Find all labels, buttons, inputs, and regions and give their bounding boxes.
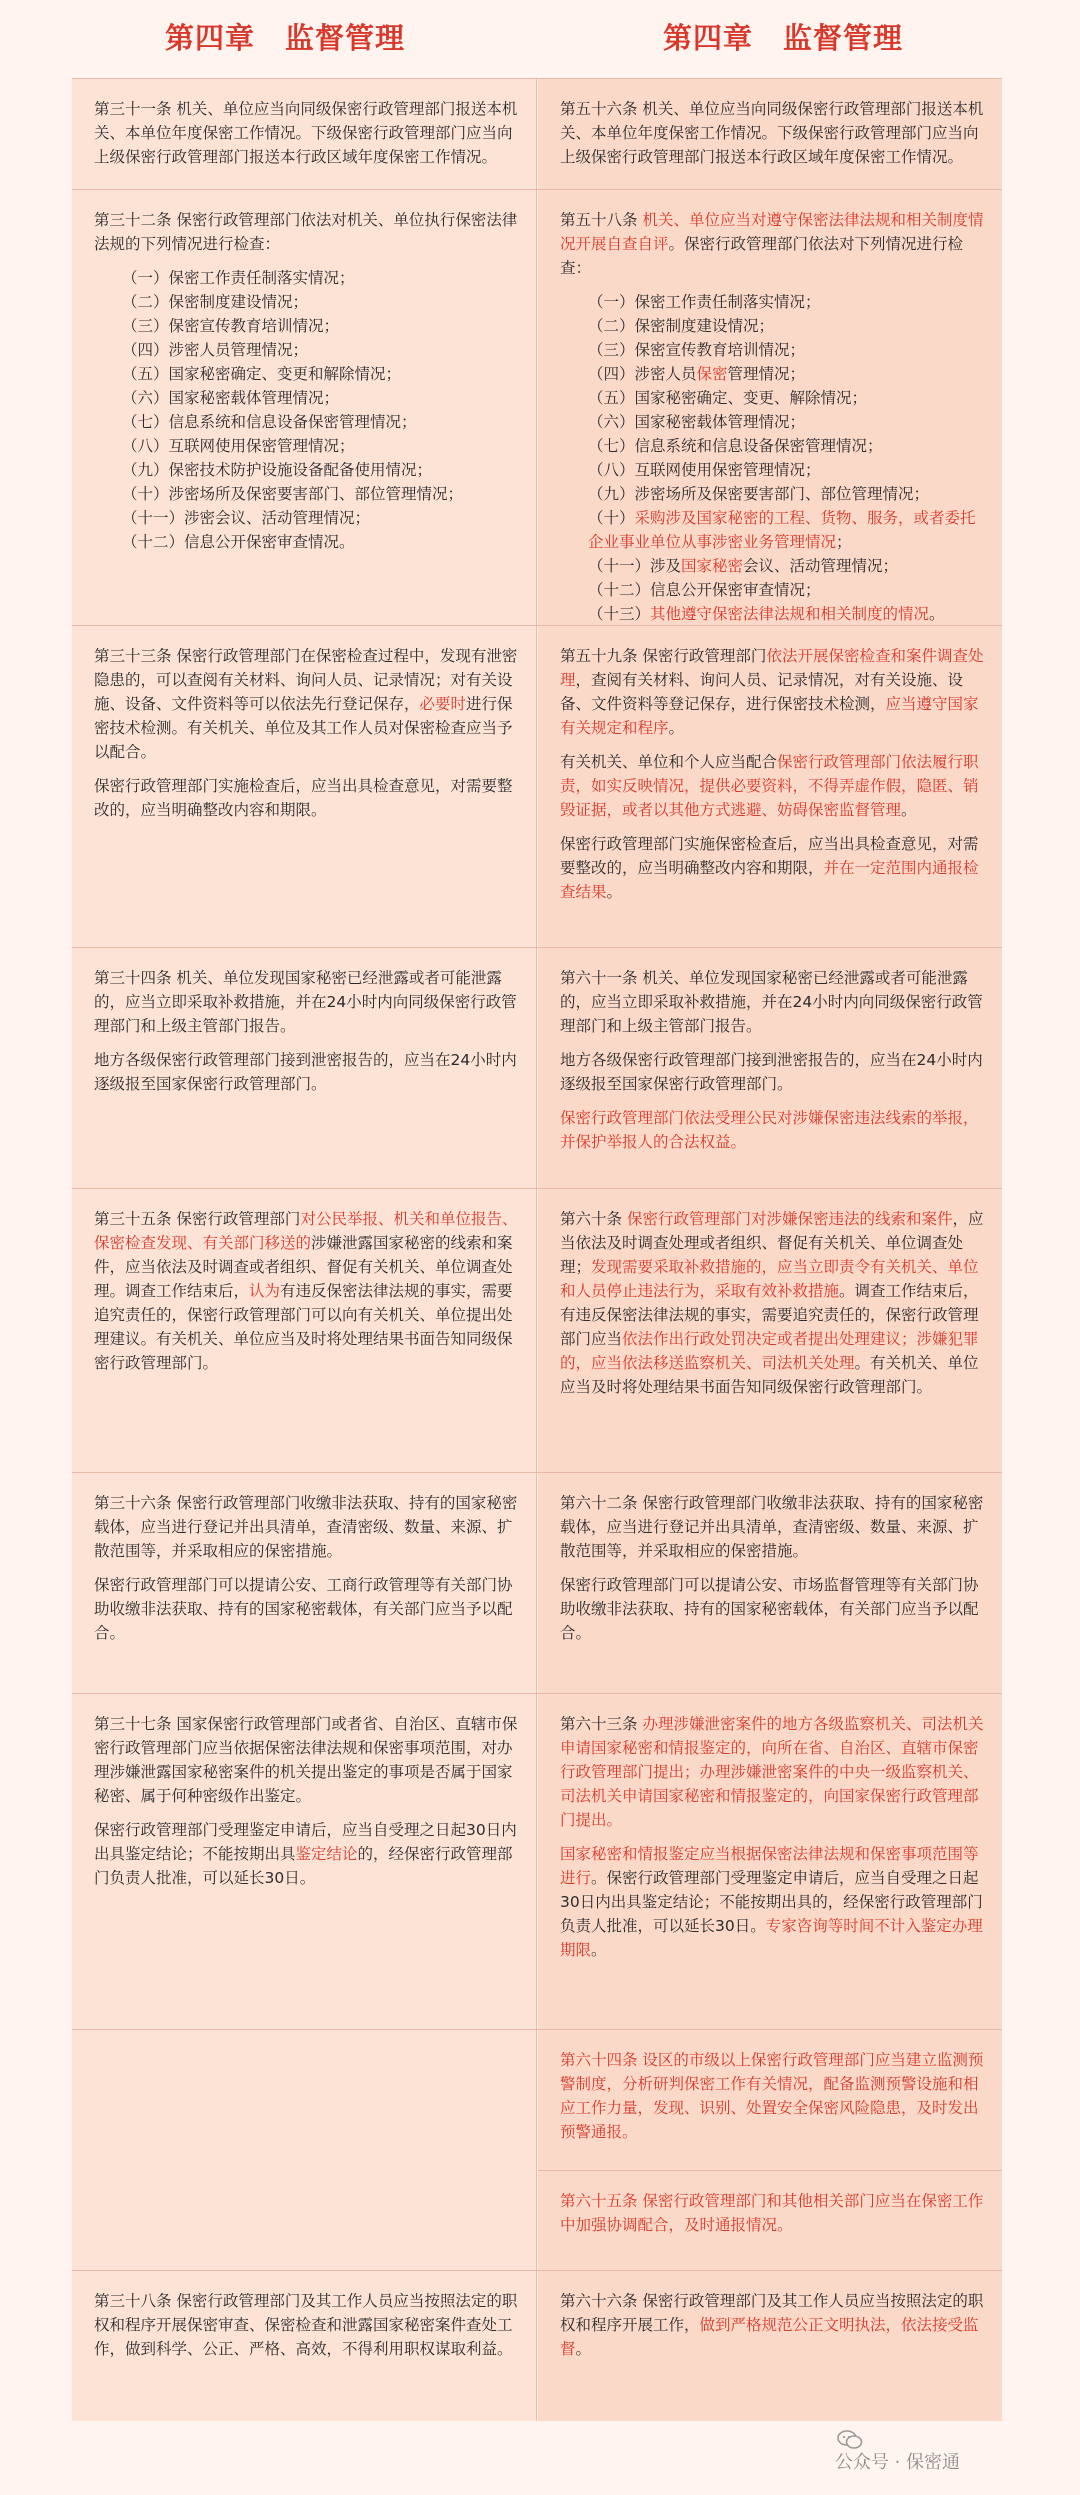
article-paragraph: [560, 832, 986, 904]
article-text: 第三十四条 机关、单位发现国家秘密已经泄露或者可能泄露的，应当立即采取补救措施，并在24小时内向同级保密行政管理部门和上级主管部门报告。: [94, 969, 517, 1035]
revised-text: 第六十五条 保密行政管理部门和其他相关部门应当在保密工作中加强协调配合，及时通报情况。: [560, 2192, 984, 2234]
article-paragraph: [560, 97, 986, 169]
revised-text: 做到严格规范公正文明执法，依法接受监督: [560, 2316, 979, 2358]
article-text: 第六十一条 机关、单位发现国家秘密已经泄露或者可能泄露的，应当立即采取补救措施，并在24小时内向同级保密行政管理部门和上级主管部门报告。: [560, 969, 983, 1035]
article-text: 保密行政管理部门实施保密检查后，应当出具检查意见，对需要整改的，应当明确整改内容和期限，: [560, 835, 979, 877]
article-text: 第五十九条 保密行政管理部门: [560, 647, 767, 665]
article-paragraph: [560, 750, 986, 822]
article-text: 。: [901, 801, 917, 819]
article-paragraph: [94, 2289, 520, 2361]
revised-text: 第六十四条 设区的市级以上保密行政管理部门应当建立监测预警制度，分析研判保密工作有关情况，配备监测预警设施和相应工作力量，发现、识别、处置安全保密风险隐患，及时发出预警通报。: [560, 2051, 984, 2141]
list-item: [560, 602, 986, 626]
list-item: [94, 410, 520, 434]
article-text: 第五十六条 机关、单位应当向同级保密行政管理部门报送本机关、本单位年度保密工作情况。下级保密行政管理部门应当向上级保密行政管理部门报送本行政区域年度保密工作情况。: [560, 100, 984, 166]
article-text: 。: [575, 2340, 592, 2358]
article-paragraph: [94, 208, 520, 256]
table-row: [72, 1189, 1002, 1473]
article-text: 第三十八条 保密行政管理部门及其工作人员应当按照法定的职权和程序开展保密审查、保密检查和泄露国家秘密案件查处工作，做到科学、公正、严格、高效，不得利用职权谋取利益。: [94, 2292, 518, 2358]
article-paragraph: [560, 208, 986, 280]
article-text: 第六十六条 保密行政管理部门及其工作人员应当按照法定的职权和程序开展工作，: [560, 2292, 984, 2334]
article-text: （七）信息系统和信息设备保密管理情况；: [588, 437, 883, 455]
article-text: ，查阅有关材料、询问人员、记录情况，对有关设施、设备、文件资料等登记保存，进行保密技术检测，: [560, 671, 964, 713]
article-paragraph: [560, 644, 986, 740]
article-text: 第三十五条 保密行政管理部门: [94, 1210, 301, 1228]
article-text: 。保密行政管理部门受理鉴定申请后，应当自受理之日起30日内出具鉴定结论；不能按期出具的，经保密行政管理部门负责人批准，可以延长30日。: [560, 1869, 983, 1935]
list-item: [94, 482, 520, 506]
old-article-cell: [72, 79, 537, 189]
revised-text: 办理涉嫌泄密案件的地方各级监察机关、司法机关申请国家秘密和情报鉴定的，向所在省、自治区、直辖市保密行政管理部门提出；办理涉嫌泄密案件的中央一级监察机关、司法机关申请国家秘密和情报鉴定的，向国家保密行政管理部门提出。: [560, 1715, 984, 1829]
article-text: （六）国家秘密载体管理情况；: [122, 389, 340, 407]
article-paragraph: [560, 1048, 986, 1096]
table-row: [72, 1694, 1002, 2030]
article-paragraph: [560, 2289, 986, 2361]
article-text: 保密行政管理部门实施检查后，应当出具检查意见，对需要整改的，应当明确整改内容和期限。: [94, 777, 513, 819]
article-text: （十二）信息公开保密审查情况；: [588, 581, 821, 599]
article-paragraph: [560, 1712, 986, 1832]
article-text: 有关机关、单位和个人应当配合: [560, 753, 778, 771]
article-text: （五）国家秘密确定、变更、解除情况；: [588, 389, 868, 407]
list-item: [560, 458, 986, 482]
article-text: 。调查工作结束后，有违反保密法律法规的事实，需要追究责任的，保密行政管理部门应当: [560, 1282, 979, 1348]
article-paragraph: [560, 1106, 986, 1154]
article-text: （二）保密制度建设情况；: [122, 293, 309, 311]
list-item: [94, 530, 520, 554]
new-article-cell: [538, 190, 1002, 625]
article-text: 保密行政管理部门可以提请公安、市场监督管理等有关部门协助收缴非法获取、持有的国家秘密载体，有关部门应当予以配合。: [560, 1576, 979, 1642]
article-text: （三）保密宣传教育培训情况；: [588, 341, 806, 359]
article-text: （一）保密工作责任制落实情况；: [588, 293, 821, 311]
revised-text: 应当遵守国家有关规定和程序: [560, 695, 979, 737]
article-paragraph: [94, 644, 520, 764]
revised-text: 依法作出行政处罚决定或者提出处理建议；涉嫌犯罪的，应当依法移送监察机关、司法机关处理: [560, 1330, 979, 1372]
article-text: 第六十二条 保密行政管理部门收缴非法获取、持有的国家秘密载体，应当进行登记并出具清单，查清密级、数量、来源、扩散范围等，并采取相应的保密措施。: [560, 1494, 984, 1560]
article-paragraph: [94, 966, 520, 1038]
article-text: （一）保密工作责任制落实情况；: [122, 269, 355, 287]
list-item: [94, 266, 520, 290]
article-text: 第三十三条 保密行政管理部门在保密检查过程中，发现有泄密隐患的，可以查阅有关材料、询问人员、记录情况；对有关设施、设备、文件资料等可以依法先行登记保存，: [94, 647, 518, 713]
revised-text: 专家咨询等时间不计入鉴定办理期限: [560, 1917, 983, 1959]
list-item: [560, 434, 986, 458]
article-paragraph: [560, 1573, 986, 1645]
article-text: （八）互联网使用保密管理情况；: [122, 437, 355, 455]
table-row: [72, 2030, 1002, 2271]
article-paragraph: [560, 1207, 986, 1399]
article-text: 第五十八条: [560, 211, 643, 229]
list-item: [94, 362, 520, 386]
chapter-title-old: 第四章 监督管理: [165, 21, 406, 55]
list-item: [94, 314, 520, 338]
article-text: 管理情况；: [727, 365, 806, 383]
revised-text: 保密行政管理部门依法履行职责，如实反映情况，提供必要资料，不得弄虚作假，隐匿、销毁证据，或者以其他方式逃避、妨碍保密监督管理: [560, 753, 979, 819]
article-text: 。: [929, 605, 945, 623]
new-article-cell: [538, 626, 1002, 947]
article-text: 。: [591, 1941, 607, 1959]
list-item: [560, 554, 986, 578]
article-text: 第三十一条 机关、单位应当向同级保密行政管理部门报送本机关、本单位年度保密工作情况。下级保密行政管理部门应当向上级保密行政管理部门报送本行政区域年度保密工作情况。: [94, 100, 518, 166]
article-text: （十）涉密场所及保密要害部门、部位管理情况；: [122, 485, 464, 503]
article-text: 。保密行政管理部门依法对下列情况进行检查：: [560, 235, 964, 277]
article-text: （七）信息系统和信息设备保密管理情况；: [122, 413, 417, 431]
article-text: （三）保密宣传教育培训情况；: [122, 317, 340, 335]
old-article-cell: [72, 2271, 537, 2421]
comparison-table: [72, 78, 1002, 2421]
article-text: 的，经保密行政管理部门负责人批准，可以延长30日。: [94, 1845, 513, 1887]
article-text: （九）保密技术防护设施设备配备使用情况；: [122, 461, 433, 479]
revised-text: 认为: [249, 1282, 281, 1300]
new-article-65: [538, 2170, 1002, 2270]
article-text: （十二）信息公开保密审查情况。: [122, 533, 355, 551]
old-article-cell: [72, 1473, 537, 1693]
article-text: 保密行政管理部门受理鉴定申请后，应当自受理之日起30日内出具鉴定结论；不能按期出具: [94, 1821, 517, 1863]
article-text: 地方各级保密行政管理部门接到泄密报告的，应当在24小时内逐级报至国家保密行政管理部门。: [560, 1051, 983, 1093]
article-text: 地方各级保密行政管理部门接到泄密报告的，应当在24小时内逐级报至国家保密行政管理部门。: [94, 1051, 517, 1093]
article-text: （八）互联网使用保密管理情况；: [588, 461, 821, 479]
article-text: 。有关机关、单位应当及时将处理结果书面告知同级保密行政管理部门。: [560, 1354, 979, 1396]
table-row: [72, 190, 1002, 626]
article-text: ，应当依法及时调查处理或者组织、督促有关机关、单位调查处理；: [560, 1210, 984, 1276]
old-article-cell: [72, 626, 537, 947]
list-item: [94, 458, 520, 482]
watermark: [780, 2388, 960, 2495]
article-paragraph: [94, 1818, 520, 1890]
list-item: [560, 410, 986, 434]
list-item: [94, 338, 520, 362]
article-text: （五）国家秘密确定、变更和解除情况；: [122, 365, 402, 383]
article-text: 进行保密技术检测。有关机关、单位及其工作人员对保密检查应当予以配合。: [94, 695, 513, 761]
article-paragraph: [94, 1712, 520, 1808]
chapter-title-new: 第四章 监督管理: [663, 21, 904, 55]
old-article-cell: [72, 1694, 537, 2029]
article-text: （九）涉密场所及保密要害部门、部位管理情况；: [588, 485, 930, 503]
article-text: （二）保密制度建设情况；: [588, 317, 775, 335]
revised-text: 采购涉及国家秘密的工程、货物、服务，或者委托企业事业单位从事涉密业务管理情况: [588, 509, 976, 551]
article-paragraph: [94, 774, 520, 822]
article-paragraph: [94, 1491, 520, 1563]
list-item: [560, 386, 986, 410]
article-text: （十一）涉及: [588, 557, 682, 575]
chapter-headers: [0, 0, 1080, 78]
article-text: 会议、活动管理情况；: [743, 557, 899, 575]
list-item: [560, 506, 986, 554]
article-paragraph: [94, 97, 520, 169]
revised-text: 发现需要采取补救措施的，应当立即责令有关机关、单位和人员停止违法行为，采取有效补救措施: [560, 1258, 979, 1300]
article-paragraph: [560, 2189, 986, 2237]
article-text: 。: [606, 883, 623, 901]
article-text: ；: [836, 533, 852, 551]
table-row: [72, 626, 1002, 948]
revised-text: 保密行政管理部门依法受理公民对涉嫌保密违法线索的举报，并保护举报人的合法权益。: [560, 1109, 979, 1151]
list-item: [94, 386, 520, 410]
table-row: [72, 79, 1002, 190]
article-text: 第三十七条 国家保密行政管理部门或者省、自治区、直辖市保密行政管理部门应当依据保密法律法规和保密事项范围，对办理涉嫌泄露国家秘密案件的机关提出鉴定的事项是否属于国家秘密、属于何种密级作出鉴定。: [94, 1715, 518, 1805]
wechat-icon: [803, 2409, 829, 2429]
article-paragraph: [560, 1491, 986, 1563]
article-text: 。: [668, 719, 685, 737]
revised-text: 国家秘密和情报鉴定应当根据保密法律法规和保密事项范围等进行: [560, 1845, 979, 1887]
article-text: 保密行政管理部门可以提请公安、工商行政管理等有关部门协助收缴非法获取、持有的国家秘密载体，有关部门应当予以配合。: [94, 1576, 513, 1642]
old-article-cell-empty: [72, 2030, 537, 2270]
article-text: （十三）: [588, 605, 651, 623]
list-item: [560, 578, 986, 602]
article-paragraph: [94, 1573, 520, 1645]
article-text: 第六十三条: [560, 1715, 643, 1733]
table-row: [72, 948, 1002, 1189]
article-text: （十一）涉密会议、活动管理情况；: [122, 509, 371, 527]
new-article-cell: [538, 79, 1002, 189]
new-article-cell: [538, 2030, 1002, 2270]
revised-text: 鉴定结论: [295, 1845, 358, 1863]
revised-text: 国家秘密: [681, 557, 744, 575]
old-article-cell: [72, 190, 537, 625]
list-item: [560, 338, 986, 362]
watermark-text: 公众号 · 保密通: [834, 2452, 961, 2473]
article-text: （六）国家秘密载体管理情况；: [588, 413, 806, 431]
new-article-cell: [538, 1473, 1002, 1693]
article-text: 第六十条: [560, 1210, 627, 1228]
list-item: [560, 482, 986, 506]
article-text: 有违反保密法律法规的事实，需要追究责任的，保密行政管理部门可以向有关机关、单位提出处理建议。有关机关、单位应当及时将处理结果书面告知同级保密行政管理部门。: [94, 1282, 513, 1372]
article-text: （四）涉密人员管理情况；: [122, 341, 309, 359]
revised-text: 对公民举报、机关和单位报告、保密检查发现、有关部门移送的: [94, 1210, 518, 1252]
list-item: [560, 362, 986, 386]
article-text: 涉嫌泄露国家秘密的线索和案件，应当依法及时调查或者组织、督促有关机关、单位调查处理。调查工作结束后，: [94, 1234, 513, 1300]
list-item: [560, 290, 986, 314]
revised-text: 必要时: [419, 695, 467, 713]
article-text: 第三十六条 保密行政管理部门收缴非法获取、持有的国家秘密载体，应当进行登记并出具清单，查清密级、数量、来源、扩散范围等，并采取相应的保密措施。: [94, 1494, 518, 1560]
article-paragraph: [560, 1842, 986, 1962]
list-item: [94, 506, 520, 530]
new-article-cell: [538, 948, 1002, 1188]
revised-text: 依法开展保密检查和案件调查处理: [560, 647, 984, 689]
revised-text: 保密行政管理部门对涉嫌保密违法的线索和案件: [626, 1210, 953, 1228]
article-paragraph: [94, 1048, 520, 1096]
article-text: 第三十二条 保密行政管理部门依法对机关、单位执行保密法律法规的下列情况进行检查：: [94, 211, 518, 253]
new-article-cell: [538, 1189, 1002, 1472]
revised-text: 机关、单位应当对遵守保密法律法规和相关制度情况开展自查自评: [560, 211, 984, 253]
revised-text: 保密: [696, 365, 728, 383]
article-paragraph: [94, 1207, 520, 1375]
list-item: [94, 290, 520, 314]
new-article-cell: [538, 1694, 1002, 2029]
revised-text: 其他遵守保密法律法规和相关制度的情况: [650, 605, 930, 623]
revised-text: 并在一定范围内通报检查结果: [560, 859, 979, 901]
old-article-cell: [72, 1189, 537, 1472]
article-paragraph: [560, 2048, 986, 2144]
article-text: （十）: [588, 509, 635, 527]
list-item: [560, 314, 986, 338]
old-article-cell: [72, 948, 537, 1188]
table-row: [72, 1473, 1002, 1694]
article-paragraph: [560, 966, 986, 1038]
new-article-64: [538, 2030, 1002, 2170]
list-item: [94, 434, 520, 458]
article-text: （四）涉密人员: [588, 365, 697, 383]
